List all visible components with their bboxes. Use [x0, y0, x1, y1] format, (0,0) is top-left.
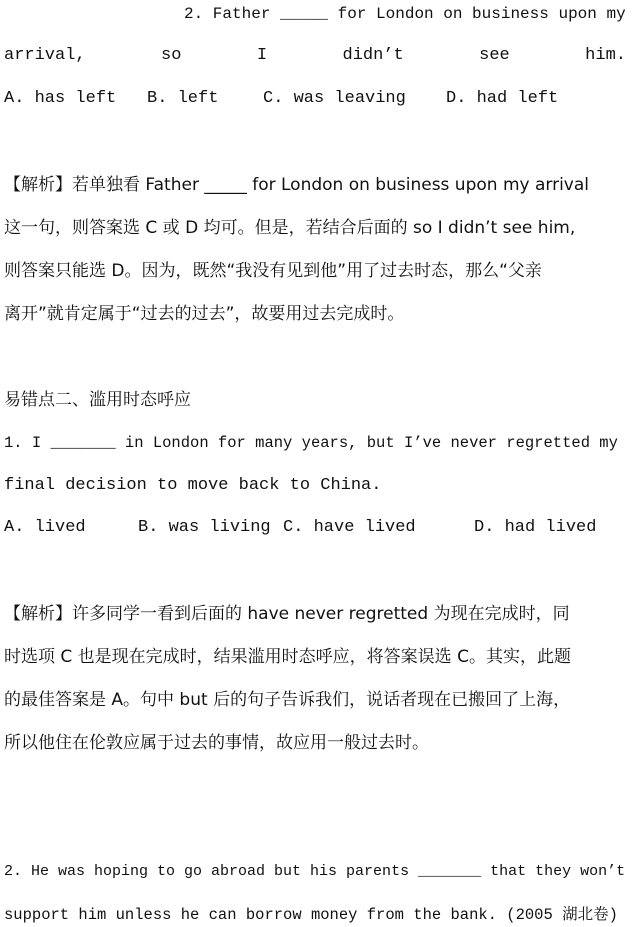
option-c: C. have lived — [283, 518, 416, 537]
option-b: B. was living — [138, 518, 271, 537]
question-line-justified — [4, 44, 626, 68]
word: arrival, — [4, 46, 86, 65]
answer-options — [4, 516, 626, 540]
question-line: 2. He was hoping to go abroad but his parents _______ that they won’t — [4, 863, 626, 880]
word: him. — [585, 46, 626, 65]
option-b: B. left — [147, 89, 219, 108]
option-d: D. had lived — [474, 518, 597, 537]
analysis-line: 【解析】许多同学一看到后面的 have never regretted 为现在完成时，同 — [4, 604, 570, 624]
analysis-line: 这一句，则答案选 C 或 D 均可。但是，若结合后面的 so I didn’t see him, — [4, 218, 576, 238]
analysis-line: 则答案只能选 D。因为，既然“我没有见到他”用了过去时态，那么“父亲 — [4, 261, 542, 281]
option-d: D. had left — [446, 89, 559, 108]
option-c: C. was leaving — [263, 89, 406, 108]
analysis-line: 【解析】若单独看 Father _____ for London on business upon my arrival — [4, 175, 589, 195]
question-line: 1. I _______ in London for many years, but I’ve never regretted my — [4, 434, 618, 452]
analysis-line: 所以他住在伦敦应属于过去的事情，故应用一般过去时。 — [4, 733, 429, 753]
question-line: support him unless he can borrow money from the bank. (2005 湖北卷) — [4, 906, 618, 924]
analysis-line: 离开”就肯定属于“过去的过去”，故要用过去完成时。 — [4, 304, 405, 324]
analysis-line: 时选项 C 也是现在完成时，结果滥用时态呼应，将答案误选 C。其实，此题 — [4, 647, 571, 667]
word: so — [161, 46, 182, 65]
section-heading: 易错点二、滥用时态呼应 — [4, 390, 191, 410]
analysis-line: 的最佳答案是 A。句中 but 后的句子告诉我们，说话者现在已搬回了上海， — [4, 690, 571, 710]
answer-options — [4, 87, 626, 111]
question-line: 2. Father _____ for London on business upon my — [184, 5, 626, 23]
word: see — [479, 46, 510, 65]
question-line: final decision to move back to China. — [4, 476, 382, 495]
word: I — [256, 46, 268, 65]
word: didn’t — [342, 46, 404, 65]
option-a: A. lived — [4, 518, 86, 537]
option-a: A. has left — [4, 89, 117, 108]
